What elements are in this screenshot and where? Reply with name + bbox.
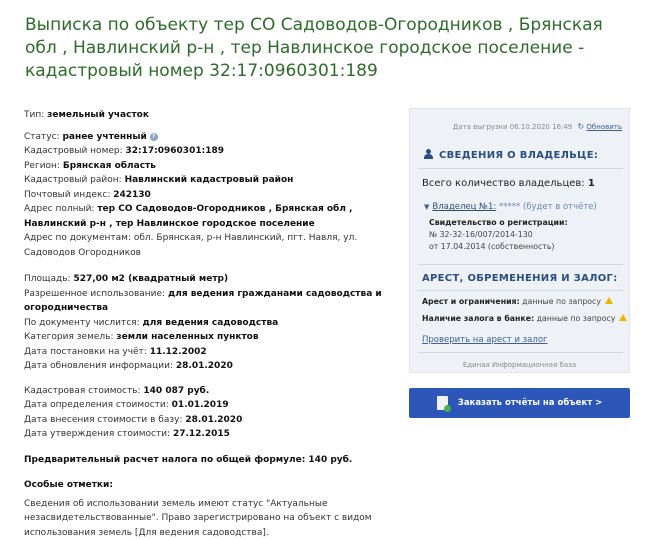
special-marks-label: Особые отметки: bbox=[24, 480, 113, 490]
divider bbox=[418, 264, 623, 265]
detail-area: Площадь: 527,00 м2 (квадратный метр) bbox=[24, 274, 229, 284]
object-details bbox=[24, 108, 394, 540]
detail-postal-code: Почтовый индекс: 242130 bbox=[24, 189, 151, 200]
pledge-row: Наличие залога в банке: данные по запросу bbox=[422, 314, 627, 323]
warning-icon bbox=[605, 297, 613, 304]
detail-land-category: Категория земель: земли населенных пунктов bbox=[24, 332, 259, 342]
owner-sidebar bbox=[409, 108, 630, 373]
detail-status: Статус: ранее учтенный ? bbox=[24, 130, 394, 145]
divider bbox=[418, 290, 623, 291]
divider bbox=[418, 352, 623, 353]
detail-type: Тип: земельный участок bbox=[24, 110, 149, 120]
owners-total: Всего количество владельцев: 1 bbox=[422, 178, 595, 189]
warning-icon bbox=[619, 314, 627, 321]
detail-value-entry-date: Дата внесения стоимости в базу: 28.01.2020 bbox=[24, 414, 243, 425]
refresh-link[interactable]: Обновить bbox=[586, 123, 622, 131]
arrest-heading: АРЕСТ, ОБРЕМЕНЕНИЯ И ЗАЛОГ: bbox=[422, 273, 618, 284]
person-icon bbox=[424, 149, 433, 159]
registration-certificate: Свидетельство о регистрации: № 32-32-16/007/2014-130 от 17.04.2014 (собственность) bbox=[429, 218, 568, 251]
owner-item[interactable]: ▼ Владелец №1: ***** (будет в отчёте) bbox=[424, 202, 597, 212]
detail-cadastral-value: Кадастровая стоимость: 140 087 руб. bbox=[24, 385, 210, 396]
detail-region: Регион: Брянская область bbox=[24, 160, 156, 171]
chevron-down-icon: ▼ bbox=[424, 203, 430, 211]
detail-full-address: Адрес полный: тер СО Садоводов-Огородников , Брянская обл , Навлинский р-н , тер Навлинское городское поселение bbox=[24, 204, 353, 229]
detail-info-update-date: Дата обновления информации: 28.01.2020 bbox=[24, 361, 233, 371]
detail-cadastral-number: Кадастровый номер: 32:17:0960301:189 bbox=[24, 146, 224, 156]
detail-permitted-use: Разрешенное использование: для ведения гражданами садоводства и огородничества bbox=[24, 288, 382, 313]
detail-doc-address: Адрес по документам: обл. Брянская, р-н Навлинский, пгт. Навля, ул. Садоводов Огородников bbox=[24, 233, 358, 258]
info-icon[interactable]: ? bbox=[150, 133, 158, 141]
detail-registration-date: Дата постановки на учёт: 11.12.2002 bbox=[24, 346, 207, 357]
special-marks-text: Сведения об использовании земель имеют статус "Актуальные незасвидетельствованные". Право зарегистрировано на объект с видом использования земель [Для ведения садоводства]. bbox=[24, 498, 372, 538]
order-reports-button[interactable]: Заказать отчёты на объект > bbox=[409, 388, 630, 418]
base-note: Единая Информационная база bbox=[462, 361, 577, 369]
detail-doc-use: По документу числится: для ведения садоводства bbox=[24, 317, 279, 328]
detail-value-date: Дата определения стоимости: 01.01.2019 bbox=[24, 400, 229, 410]
document-icon bbox=[437, 396, 448, 410]
tax-estimate: Предварительный расчет налога по общей формуле: 140 руб. bbox=[24, 454, 353, 465]
export-info: Дата выгрузки 06.10.2020 16:49 ↻ Обновить bbox=[452, 122, 622, 131]
owners-heading: СВЕДЕНИЯ О ВЛАДЕЛЬЦЕ: bbox=[424, 149, 624, 161]
page-title: Выписка по объекту тер СО Садоводов-Огородников , Брянская обл , Навлинский р-н , тер Навлинское городское поселение - кадастровый номер 32:17:0960301:189 bbox=[25, 15, 603, 81]
divider bbox=[418, 168, 623, 169]
check-arrest-link[interactable]: Проверить на арест и залог bbox=[422, 335, 548, 345]
arrest-row: Арест и ограничения: данные по запросу bbox=[422, 297, 613, 306]
detail-cadastral-district: Кадастровый район: Навлинский кадастровый район bbox=[24, 175, 294, 185]
refresh-icon[interactable]: ↻ bbox=[577, 122, 585, 131]
detail-value-approval-date: Дата утверждения стоимости: 27.12.2015 bbox=[24, 429, 230, 439]
